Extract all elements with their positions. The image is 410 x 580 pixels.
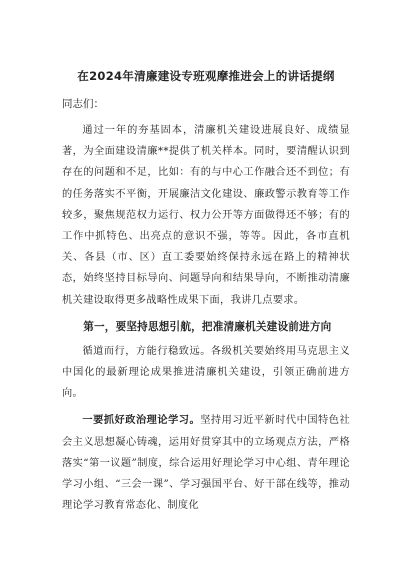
paragraph-3-text: 坚持用习近平新时代中国特色社会主义思想凝心铸魂，运用好贯穿其中的立场观点方法，严格落实“第一议题”制度，综合运用好理论学习中心组、青年理论学习小组、“三会一课”、学习强国平台、好干部在线等，推动理论学习教育常态化、制度化 [62,415,350,512]
body-paragraph-2: 循道而行，方能行稳致远。各级机关要始终用马克思主义中国化的最新理论成果推进清廉机关建设，引领正确前进方向。 [62,345,350,400]
body-paragraph-1: 通过一年的夯基固本，清廉机关建设进展良好、成绩显著，为全面建设清廉**提供了机关样本。同时，要清醒认识到存在的问题和不足，比如：有的与中心工作融合还不到位；有的任务落实不平衡，开展廉洁文化建设、廉政警示教育等工作较多，聚焦规范权力运行、权力公开等方面做得还不够；有的工作中抓特色、出亮点的意识不强，等等。因此，各市直机关、各县（市、区）直工委要始终保持永远在路上的精神状态，始终坚持目标导向、问题导向和结果导向，不断推动清廉机关建设取得更多战略性成果下面，我讲几点要求。 [62,125,350,306]
section-heading-1: 第一，要坚持思想引航，把准清廉机关建设前进方向 [83,320,332,333]
paragraph-lead-heading: 一要抓好政治理论学习。 [82,415,201,427]
salutation: 同志们： [62,98,104,110]
body-paragraph-3 [62,410,350,516]
document-title: 在2024年清廉建设专班观摩推进会上的讲话提纲 [77,69,335,83]
